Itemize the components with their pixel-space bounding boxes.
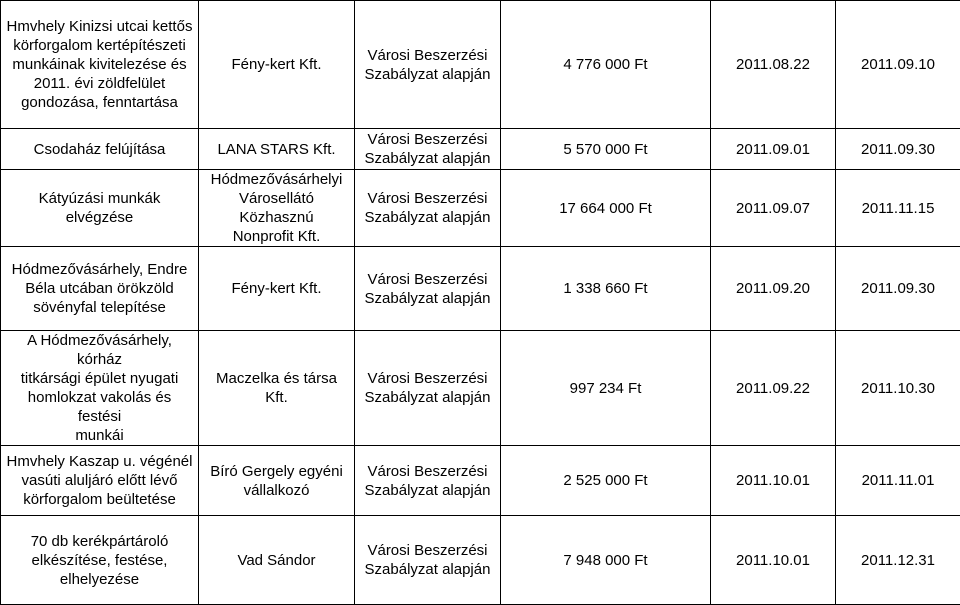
procedure-cell: [355, 170, 501, 247]
end-date-cell: 2011.11.15: [836, 170, 960, 247]
contracts-table-body: [1, 1, 960, 605]
procedure-cell-line: Városi Beszerzési: [359, 369, 496, 388]
procedure-cell: [355, 247, 501, 331]
project-cell-line: munkáinak kivitelezése és: [5, 55, 194, 74]
contractor-cell: [199, 446, 355, 516]
project-cell: [1, 516, 199, 605]
procedure-cell-line: Szabályzat alapján: [359, 149, 496, 168]
contractor-cell: [199, 331, 355, 446]
contractor-cell-line: vállalkozó: [203, 481, 350, 500]
end-date-cell: 2011.10.30: [836, 331, 960, 446]
procedure-cell-line: Szabályzat alapján: [359, 560, 496, 579]
contractor-cell: [199, 247, 355, 331]
end-date-cell: 2011.09.30: [836, 247, 960, 331]
procedure-cell: [355, 516, 501, 605]
project-cell-line: homlokzat vakolás és festési: [5, 388, 194, 426]
contractor-cell-line: Maczelka és társa Kft.: [203, 369, 350, 407]
project-cell-line: elhelyezése: [5, 570, 194, 589]
start-date-cell: 2011.09.22: [711, 331, 836, 446]
contractor-cell-line: Fény-kert Kft.: [203, 279, 350, 298]
contractor-cell-line: Hódmezővásárhelyi: [203, 170, 350, 189]
procedure-cell: [355, 446, 501, 516]
project-cell-line: vasúti aluljáró előtt lévő: [5, 471, 194, 490]
amount-cell: 1 338 660 Ft: [501, 247, 711, 331]
project-cell-line: 2011. évi zöldfelület: [5, 74, 194, 93]
procedure-cell-line: Szabályzat alapján: [359, 208, 496, 227]
contractor-cell-line: Nonprofit Kft.: [203, 227, 350, 246]
procedure-cell-line: Szabályzat alapján: [359, 65, 496, 84]
procedure-cell: [355, 129, 501, 170]
contractor-cell-line: Városellátó Közhasznú: [203, 189, 350, 227]
project-cell-line: munkái: [5, 426, 194, 445]
project-cell-line: 70 db kerékpártároló: [5, 532, 194, 551]
contractor-cell: [199, 516, 355, 605]
procedure-cell-line: Szabályzat alapján: [359, 289, 496, 308]
end-date-cell: 2011.11.01: [836, 446, 960, 516]
start-date-cell: 2011.08.22: [711, 1, 836, 129]
amount-cell: 5 570 000 Ft: [501, 129, 711, 170]
start-date-cell: 2011.10.01: [711, 516, 836, 605]
procedure-cell-line: Szabályzat alapján: [359, 481, 496, 500]
contractor-cell: [199, 129, 355, 170]
project-cell-line: Kátyúzási munkák elvégzése: [5, 189, 194, 227]
procedure-cell: [355, 1, 501, 129]
project-cell: [1, 247, 199, 331]
project-cell: [1, 129, 199, 170]
table-row: [1, 331, 960, 446]
table-row: [1, 446, 960, 516]
amount-cell: 7 948 000 Ft: [501, 516, 711, 605]
end-date-cell: 2011.09.30: [836, 129, 960, 170]
procedure-cell-line: Városi Beszerzési: [359, 130, 496, 149]
project-cell-line: A Hódmezővásárhely, kórház: [5, 331, 194, 369]
project-cell-line: Hmvhely Kaszap u. végénél: [5, 452, 194, 471]
procedure-cell-line: Városi Beszerzési: [359, 270, 496, 289]
project-cell-line: Béla utcában örökzöld: [5, 279, 194, 298]
project-cell-line: elkészítése, festése,: [5, 551, 194, 570]
contractor-cell: [199, 170, 355, 247]
procedure-cell-line: Városi Beszerzési: [359, 462, 496, 481]
amount-cell: 17 664 000 Ft: [501, 170, 711, 247]
contractor-cell-line: LANA STARS Kft.: [203, 140, 350, 159]
table-row: [1, 1, 960, 129]
table-row: [1, 516, 960, 605]
start-date-cell: 2011.10.01: [711, 446, 836, 516]
procedure-cell: [355, 331, 501, 446]
contractor-cell-line: Bíró Gergely egyéni: [203, 462, 350, 481]
procedure-cell-line: Városi Beszerzési: [359, 46, 496, 65]
start-date-cell: 2011.09.01: [711, 129, 836, 170]
amount-cell: 2 525 000 Ft: [501, 446, 711, 516]
start-date-cell: 2011.09.20: [711, 247, 836, 331]
table-row: [1, 170, 960, 247]
project-cell: [1, 1, 199, 129]
procedure-cell-line: Városi Beszerzési: [359, 541, 496, 560]
start-date-cell: 2011.09.07: [711, 170, 836, 247]
table-row: [1, 129, 960, 170]
project-cell: [1, 170, 199, 247]
contractor-cell-line: Fény-kert Kft.: [203, 55, 350, 74]
project-cell-line: körforgalom kertépítészeti: [5, 36, 194, 55]
end-date-cell: 2011.09.10: [836, 1, 960, 129]
project-cell: [1, 446, 199, 516]
contractor-cell-line: Vad Sándor: [203, 551, 350, 570]
project-cell-line: Csodaház felújítása: [5, 140, 194, 159]
project-cell-line: sövényfal telepítése: [5, 298, 194, 317]
contractor-cell: [199, 1, 355, 129]
project-cell-line: körforgalom beültetése: [5, 490, 194, 509]
project-cell-line: Hódmezővásárhely, Endre: [5, 260, 194, 279]
project-cell-line: Hmvhely Kinizsi utcai kettős: [5, 17, 194, 36]
end-date-cell: 2011.12.31: [836, 516, 960, 605]
procedure-cell-line: Szabályzat alapján: [359, 388, 496, 407]
amount-cell: 4 776 000 Ft: [501, 1, 711, 129]
project-cell-line: gondozása, fenntartása: [5, 93, 194, 112]
project-cell: [1, 331, 199, 446]
project-cell-line: titkársági épület nyugati: [5, 369, 194, 388]
table-row: [1, 247, 960, 331]
procedure-cell-line: Városi Beszerzési: [359, 189, 496, 208]
amount-cell: 997 234 Ft: [501, 331, 711, 446]
